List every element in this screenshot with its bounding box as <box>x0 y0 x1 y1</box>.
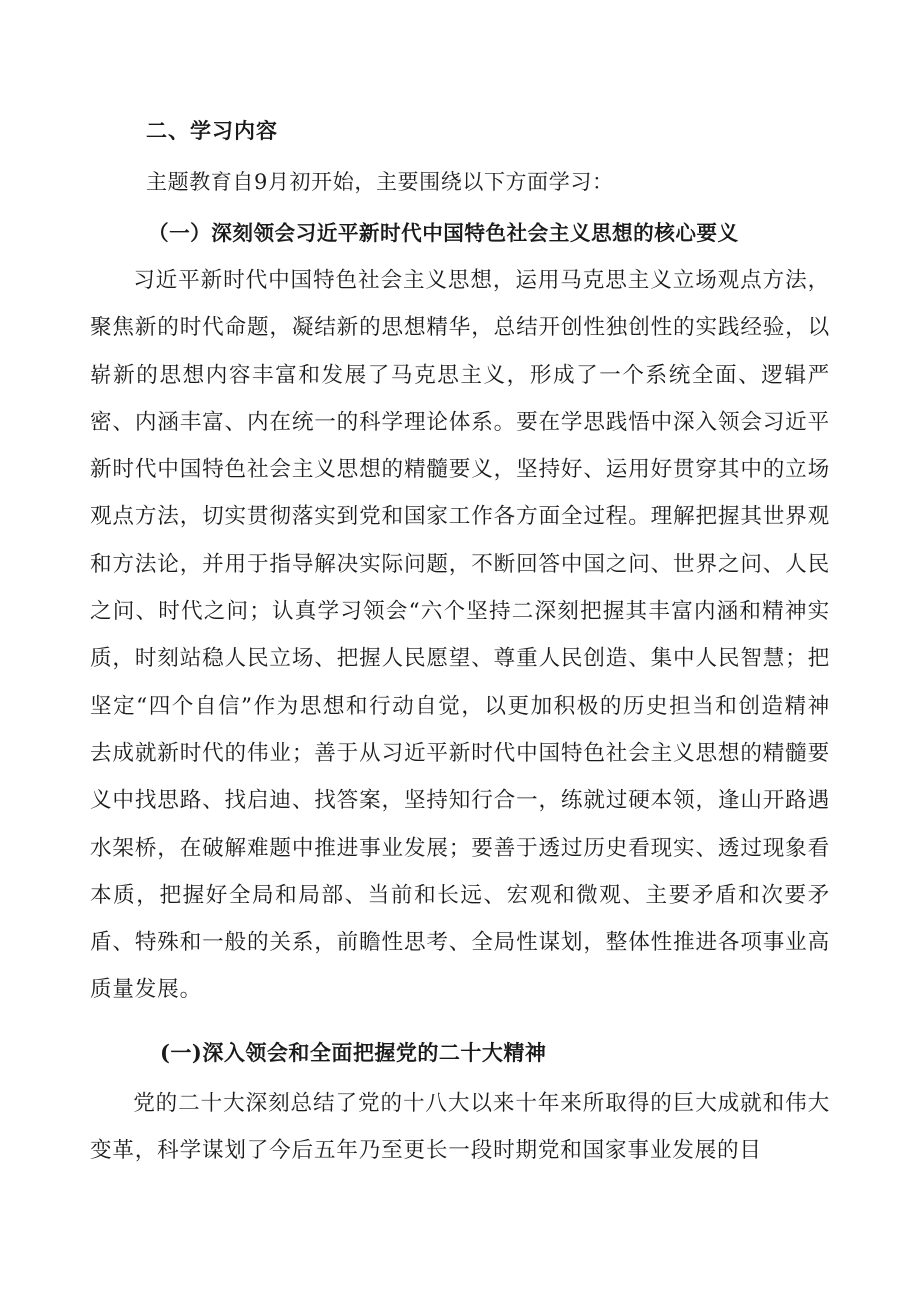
body-paragraph-thought: 习近平新时代中国特色社会主义思想，运用马克思主义立场观点方法，聚焦新的时代命题，凝结新的思想精华，总结开创性独创性的实践经验，以崭新的思想内容丰富和发展了马克思主义，形成了一个系统全面、逻辑严密、内涵丰富、内在统一的科学理论体系。要在学思践悟中深入领会习近平新时代中国特色社会主义思想的精髓要义，坚持好、运用好贯穿其中的立场观点方法，切实贯彻落实到党和国家工作各方面全过程。理解把握其世界观和方法论，并用于指导解决实际问题，不断回答中国之问、世界之问、人民之问、时代之问；认真学习领会“六个坚持二深刻把握其丰富内涵和精神实质，时刻站稳人民立场、把握人民愿望、尊重人民创造、集中人民智慧；把坚定“四个自信”作为思想和行动自觉，以更加积极的历史担当和创造精神去成就新时代的伟业；善于从习近平新时代中国特色社会主义思想的精髓要义中找思路、找启迪、找答案，坚持知行合一，练就过硬本领，逢山开路遇水架桥，在破解难题中推进事业发展；要善于透过历史看现实、透过现象看本质，把握好全局和局部、当前和长远、宏观和微观、主要矛盾和次要矛盾、特殊和一般的关系，前瞻性思考、全局性谋划，整体性推进各项事业高质量发展。 <box>90 268 830 1003</box>
subheading-core-essence: （一）深刻领会习近平新时代中国特色社会主义思想的核心要义 <box>148 221 739 245</box>
body-paragraph-congress: 党的二十大深刻总结了党的十八大以来十年来所取得的巨大成就和伟大变革，科学谋划了今后五年乃至更长一段时期党和国家事业发展的目 <box>90 1091 830 1164</box>
subheading-twentieth-congress: (一)深入领会和全面把握党的二十大精神 <box>160 1040 547 1065</box>
section-heading: 二、学习内容 <box>146 118 278 143</box>
intro-paragraph: 主题教育自9月初开始，主要围绕以下方面学习： <box>146 170 614 194</box>
